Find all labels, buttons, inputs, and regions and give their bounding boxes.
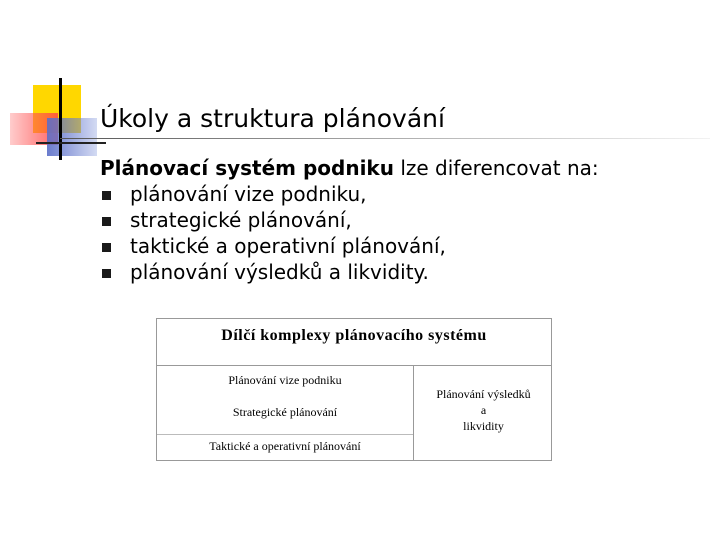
- intro-rest: lze diferencovat na:: [393, 156, 599, 180]
- ornament-vertical-line: [59, 78, 62, 160]
- slide-title: Úkoly a struktura plánování: [100, 104, 445, 133]
- list-item-text: strategické plánování,: [130, 208, 352, 232]
- list-item-text: taktické a operativní plánování,: [130, 234, 446, 258]
- diagram-left-column: [157, 366, 414, 461]
- diagram-divider: [157, 434, 413, 435]
- bullet-list: [100, 181, 446, 285]
- diagram-right-column: [414, 366, 553, 461]
- square-bullet-icon: [102, 217, 111, 226]
- square-bullet-icon: [102, 191, 111, 200]
- title-underline: [60, 138, 710, 139]
- diagram-cell-tactical: Taktické a operativní plánování: [209, 439, 361, 453]
- diagram-right-line: likvidity: [463, 419, 504, 433]
- diagram-right-line: Plánování výsledků: [436, 387, 531, 401]
- list-item: [100, 207, 446, 233]
- list-item-text: plánování vize podniku,: [130, 182, 367, 206]
- intro-bold: Plánovací systém podniku: [100, 156, 394, 180]
- square-bullet-icon: [102, 243, 111, 252]
- ornament-blue-bar: [47, 118, 97, 156]
- list-item: [100, 181, 446, 207]
- diagram-header: Dílčí komplexy plánovacího systému: [157, 319, 551, 366]
- diagram-cell-strategic: Strategické plánování: [232, 405, 338, 419]
- list-item: [100, 233, 446, 259]
- planning-system-diagram: [156, 318, 552, 461]
- list-item-text: plánování výsledků a likvidity.: [130, 260, 429, 284]
- diagram-cell-vision: Plánování vize podniku: [228, 373, 342, 387]
- diagram-right-line: a: [480, 403, 487, 417]
- intro-text: [100, 155, 599, 181]
- ornament-horizontal-line: [36, 142, 106, 144]
- list-item: [100, 259, 446, 285]
- square-bullet-icon: [102, 269, 111, 278]
